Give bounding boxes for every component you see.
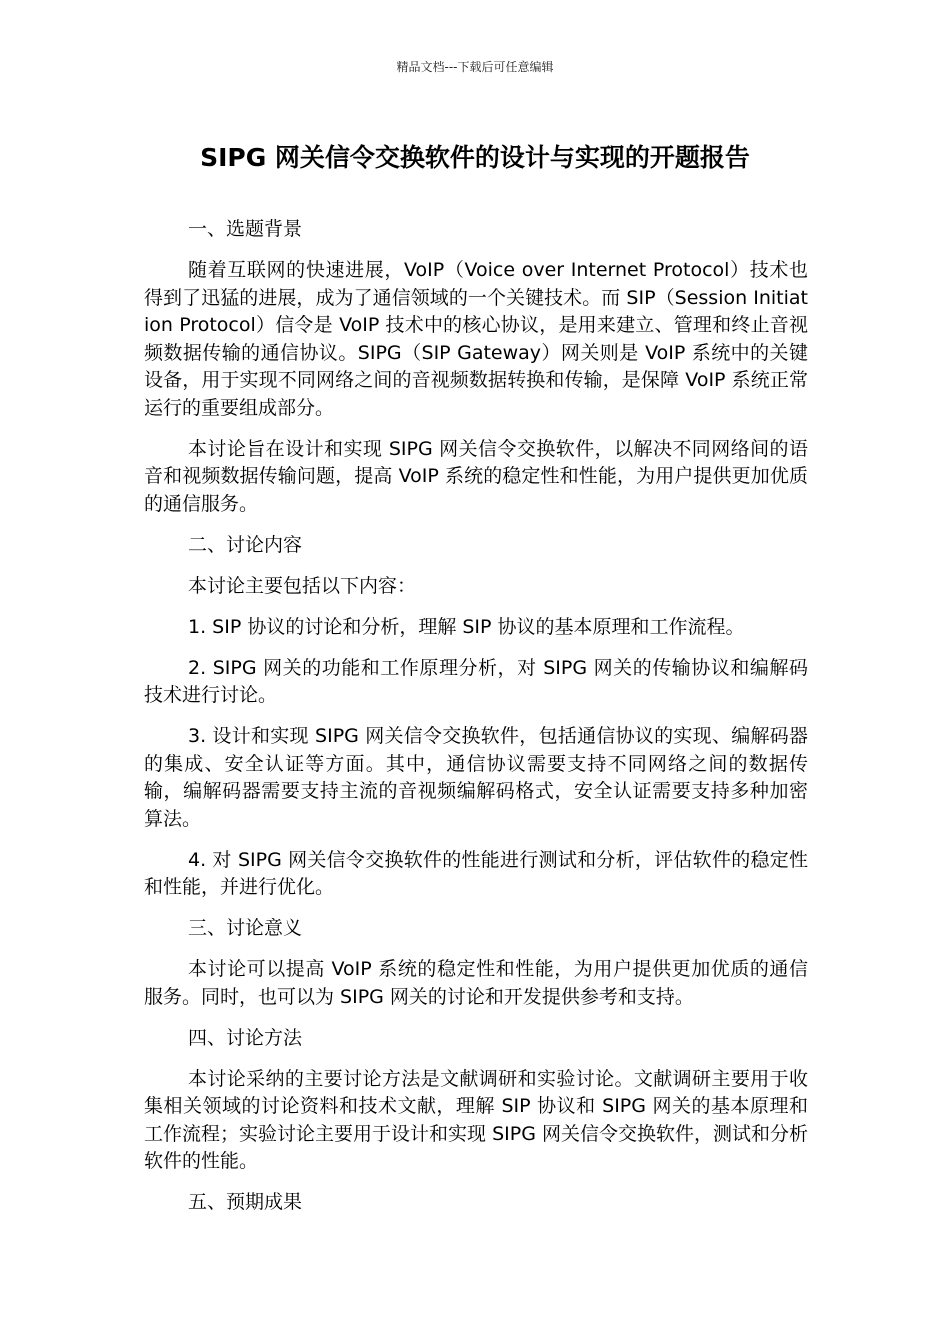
list-item-content-2: 2. SIPG 网关的功能和工作原理分析，对 SIPG 网关的传输协议和编解码技术进行讨论。 [144, 656, 808, 706]
page-header: 精品文档---下载后可任意编辑 [396, 60, 554, 74]
list-item-content-4: 4. 对 SIPG 网关信令交换软件的性能进行测试和分析，评估软件的稳定性和性能，并进行优化。 [144, 848, 808, 898]
section-heading-content: 二、讨论内容 [188, 533, 303, 556]
section-heading-methods: 四、讨论方法 [188, 1026, 303, 1049]
paragraph-methods: 本讨论采纳的主要讨论方法是文献调研和实验讨论。文献调研主要用于收集相关领域的讨论资料和技术文献，理解 SIP 协议和 SIPG 网关的基本原理和工作流程；实验讨论主要用于设计和实现 SIPG 网关信令交换软件，测试和分析软件的性能。 [144, 1067, 808, 1172]
list-item-content-3: 3. 设计和实现 SIPG 网关信令交换软件，包括通信协议的实现、编解码器的集成、安全认证等方面。其中，通信协议需要支持不同网络之间的数据传输，编解码器需要支持主流的音视频编解码格式，安全认证需要支持多种加密算法。 [144, 725, 808, 830]
section-heading-significance: 三、讨论意义 [188, 917, 303, 939]
paragraph-significance: 本讨论可以提高 VoIP 系统的稳定性和性能，为用户提供更加优质的通信服务。同时，也可以为 SIPG 网关的讨论和开发提供参考和支持。 [144, 958, 808, 1008]
section-heading-expected-results: 五、预期成果 [188, 1191, 303, 1213]
document-body [144, 216, 808, 1230]
document-title: SIPG 网关信令交换软件的设计与实现的开题报告 [200, 143, 750, 172]
section-heading-background: 一、选题背景 [188, 218, 303, 240]
list-item-content-1: 1. SIP 协议的讨论和分析，理解 SIP 协议的基本原理和工作流程。 [188, 615, 745, 638]
paragraph-content-intro: 本讨论主要包括以下内容： [188, 574, 417, 597]
paragraph-background-purpose: 本讨论旨在设计和实现 SIPG 网关信令交换软件，以解决不同网络间的语音和视频数据传输问题，提高 VoIP 系统的稳定性和性能，为用户提供更加优质的通信服务。 [144, 437, 808, 515]
paragraph-background-intro: 随着互联网的快速进展，VoIP（Voice over Internet Protocol）技术也得到了迅猛的进展，成为了通信领域的一个关键技术。而 SIP（Session Initiation Protocol）信令是 VoIP 技术中的核心协议，是用来建立、管理和终止音视频数据传输的通信协议。SIPG（SIP Gateway）网关则是 VoIP 系统中的关键设备，用于实现不同网络之间的音视频数据转换和传输，是保障 VoIP 系统正常运行的重要组成部分。 [144, 259, 808, 419]
